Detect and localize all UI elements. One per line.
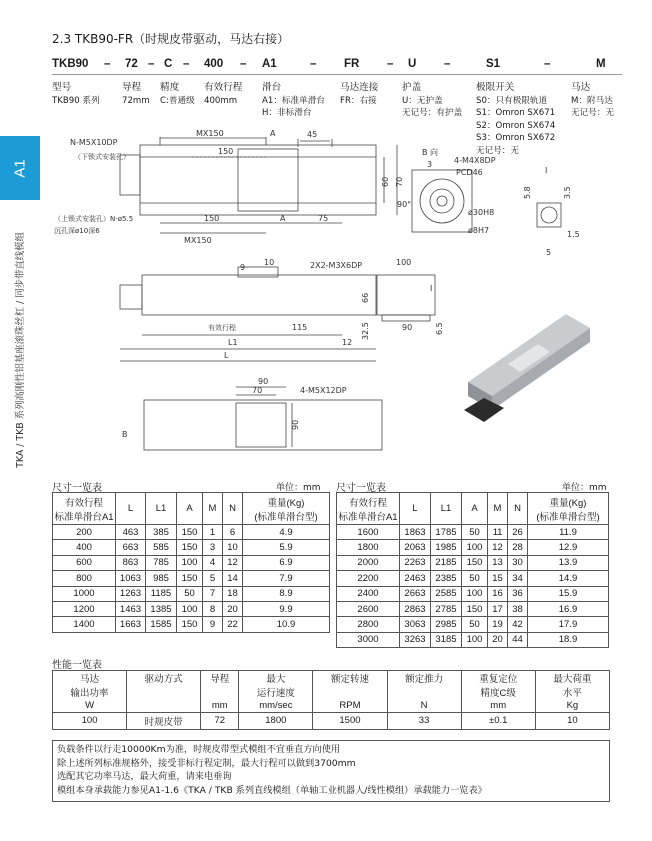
size-table-unit-right: 单位：mm (562, 483, 607, 493)
end-view-bore2: ø8H7 (468, 226, 490, 235)
table-cell: 18 (223, 586, 243, 601)
th-stroke: 有效行程 标准单滑台A1 (53, 493, 116, 525)
code-stroke: 400 (204, 58, 224, 70)
table-cell: 3000 (337, 632, 400, 647)
perf-header-cell: mm/sec (239, 699, 313, 712)
table-cell: 400 (53, 540, 116, 555)
th-m: M (203, 493, 223, 525)
dim-150-bottom: 150 (204, 214, 220, 223)
table-cell: 50 (462, 525, 488, 540)
perf-cell: 1800 (239, 712, 313, 729)
end-view-b (412, 170, 472, 232)
table-cell: 1585 (146, 617, 177, 632)
end-view-label: B 向 (422, 148, 439, 157)
table-cell: 2385 (431, 571, 462, 586)
table-cell: 42 (508, 617, 528, 632)
th-l: L (116, 493, 146, 525)
table-row (337, 632, 609, 647)
table-cell: 3 (203, 540, 223, 555)
table-row (53, 601, 330, 616)
dim-mx150-top: MX150 (196, 129, 224, 138)
perf-header-cell: 额定推力 (387, 671, 461, 686)
table-row (53, 586, 330, 601)
table-cell: 1663 (116, 617, 146, 632)
table-cell: 1 (203, 525, 223, 540)
table-cell: 10.9 (243, 617, 330, 632)
code-motor-conn: FR (344, 58, 360, 70)
end-view-screw: 4-M4X8DP (454, 156, 496, 165)
spec-motor-conn: 马达连接 FR：右接 (340, 82, 379, 106)
table-cell: 1000 (53, 586, 116, 601)
end-view2-dim325: 32.5 (361, 322, 370, 340)
table-cell: 38 (508, 601, 528, 616)
detail-dim58: 5.8 (523, 186, 532, 199)
table-cell: 4 (203, 555, 223, 570)
table-cell: 1785 (431, 525, 462, 540)
end-view2-dim90: 90 (402, 323, 413, 332)
table-cell: 13.9 (528, 555, 609, 570)
table-cell: 2263 (400, 555, 431, 570)
end-view2-dim65: 6.5 (435, 322, 444, 335)
size-table-label: 尺寸一览表 (52, 483, 102, 494)
perf-cell: ±0.1 (461, 712, 535, 729)
perf-header-cell: 重复定位 (461, 671, 535, 686)
end-view-pcd: PCD46 (456, 168, 483, 177)
side-view-screw: 2X2-M3X6DP (310, 261, 363, 270)
dim-a-top: A (270, 129, 276, 138)
perf-cell: 10 (535, 712, 609, 729)
perf-table-label: 性能一览表 (52, 660, 102, 671)
table-row (53, 540, 330, 555)
perf-cell: 72 (201, 712, 239, 729)
table-cell: 1385 (146, 601, 177, 616)
table-cell: 800 (53, 571, 116, 586)
perf-header-cell: W (53, 699, 127, 712)
table-cell: 7 (203, 586, 223, 601)
table-cell: 5.9 (243, 540, 330, 555)
table-cell: 2400 (337, 586, 400, 601)
code-series: TKB90 (52, 58, 89, 70)
section-tab-label: A1 (11, 158, 29, 178)
th-a: A (177, 493, 203, 525)
notes-box (52, 740, 610, 802)
code-switch: S1 (486, 58, 501, 70)
table-cell: 3185 (431, 632, 462, 647)
side-view-dim10: 10 (264, 258, 275, 267)
table-cell: 17.9 (528, 617, 609, 632)
model-underline (52, 74, 622, 75)
perf-header-cell (313, 685, 387, 699)
th-stroke: 有效行程 标准单滑台A1 (337, 493, 400, 525)
th-l: L (400, 493, 431, 525)
perf-header-cell: Kg (535, 699, 609, 712)
perf-header-row (53, 685, 610, 699)
code-motor: M (596, 58, 606, 70)
note-line: 选配其它功率马达，最大荷重，请来电垂询 (57, 771, 232, 782)
table-cell: 2463 (400, 571, 431, 586)
table-cell: 1263 (116, 586, 146, 601)
table-cell: 20 (488, 632, 508, 647)
side-view-l: L (224, 351, 229, 360)
table-cell: 8.9 (243, 586, 330, 601)
th-l1: L1 (146, 493, 177, 525)
perf-table (52, 670, 610, 730)
side-view (120, 267, 376, 361)
table-cell: 50 (177, 586, 203, 601)
th-l1: L1 (431, 493, 462, 525)
table-cell: 1063 (116, 571, 146, 586)
th-m: M (488, 493, 508, 525)
note-mid: （上锁式安装孔）N-ø5.5 (54, 215, 134, 223)
code-sep: – (387, 58, 394, 70)
code-sep: – (104, 58, 111, 70)
page-title: 2.3 TKB90-FR（时规皮带驱动，马达右接） (52, 32, 290, 46)
table-cell: 50 (462, 571, 488, 586)
table-cell: 1600 (337, 525, 400, 540)
table-cell: 2785 (431, 601, 462, 616)
table-cell: 200 (53, 525, 116, 540)
table-cell: 663 (116, 540, 146, 555)
table-cell: 50 (462, 617, 488, 632)
table-cell: 6.9 (243, 555, 330, 570)
perf-header-cell: 水平 (535, 685, 609, 699)
note-top: （下锁式安装孔） (74, 153, 130, 161)
dim-70: 70 (395, 176, 404, 187)
table-cell: 150 (462, 555, 488, 570)
dim-150-top: 150 (218, 147, 234, 156)
size-table-right (336, 492, 609, 648)
dim-45: 45 (307, 130, 318, 139)
perf-cell: 33 (387, 712, 461, 729)
carriage-dim90: 90 (258, 377, 269, 386)
table-cell: 20 (223, 601, 243, 616)
perf-header-cell: 额定转速 (313, 671, 387, 686)
table-cell: 100 (177, 555, 203, 570)
table-cell: 13 (488, 555, 508, 570)
table-cell: 1463 (116, 601, 146, 616)
code-lead: 72 (125, 58, 138, 70)
side-view-dim12: 12 (342, 338, 353, 347)
table-row (337, 525, 609, 540)
carriage-dim90v: 90 (291, 419, 300, 430)
perf-header-cell: 最大荷重 (535, 671, 609, 686)
size-table-left (52, 492, 330, 633)
section-tab[interactable] (0, 136, 40, 200)
table-cell: 34 (508, 571, 528, 586)
code-sep: – (183, 58, 190, 70)
size-table-unit-left: 单位：mm (276, 483, 321, 493)
code-accuracy: C (164, 58, 173, 70)
detail-label: I (545, 166, 548, 175)
table-cell: 1400 (53, 617, 116, 632)
code-sep: – (240, 58, 247, 70)
table-cell: 18.9 (528, 632, 609, 647)
table-cell: 8 (203, 601, 223, 616)
end-view2-label: I (430, 284, 433, 293)
perf-header-row (53, 671, 610, 686)
table-cell: 30 (508, 555, 528, 570)
code-sep: – (310, 58, 317, 70)
perf-header-cell (387, 685, 461, 699)
th-weight: 重量(Kg) (标准单滑台型) (528, 493, 609, 525)
th-n: N (223, 493, 243, 525)
perf-header-cell: N (387, 699, 461, 712)
table-cell: 44 (508, 632, 528, 647)
table-cell: 1185 (146, 586, 177, 601)
perf-header-cell (201, 685, 239, 699)
detail-dim5: 5 (546, 248, 552, 257)
table-cell: 7.9 (243, 571, 330, 586)
table-cell: 16 (488, 586, 508, 601)
end-view-bore1: ø30H8 (468, 208, 495, 217)
note-mid2: 沉孔深ø10深6 (54, 227, 100, 235)
table-cell: 11.9 (528, 525, 609, 540)
end-view-dim3: 3 (427, 160, 433, 169)
spec-accuracy: 精度 C:普通级 (160, 82, 195, 106)
table-cell: 10 (223, 540, 243, 555)
dim-60: 60 (381, 176, 390, 187)
perf-header-cell (127, 699, 201, 712)
spec-motor: 马达 M：附马达 无记号：无 (571, 82, 614, 118)
table-cell: 36 (508, 586, 528, 601)
note-line: 负载条件以行走10000Km为准，时规皮带型式模组不宜垂直方向使用 (57, 744, 341, 755)
table-cell: 150 (177, 540, 203, 555)
detail-dim15: 1.5 (567, 230, 580, 239)
carriage-screw: 4-M5X12DP (300, 386, 347, 395)
table-cell: 3263 (400, 632, 431, 647)
table-cell: 17 (488, 601, 508, 616)
table-cell: 2800 (337, 617, 400, 632)
table-cell: 26 (508, 525, 528, 540)
perf-header-cell: 导程 (201, 671, 239, 686)
carriage-label-b: B (122, 430, 128, 439)
table-cell: 5 (203, 571, 223, 586)
table-cell: 150 (177, 571, 203, 586)
th-weight: 重量(Kg) (标准单滑台型) (243, 493, 330, 525)
table-row (337, 586, 609, 601)
carriage-view (144, 387, 382, 450)
th-a: A (462, 493, 488, 525)
table-cell: 150 (177, 525, 203, 540)
table-cell: 2600 (337, 601, 400, 616)
perf-header-cell: 运行速度 (239, 685, 313, 699)
model-code-row (52, 58, 622, 74)
table-cell: 2200 (337, 571, 400, 586)
perf-header-cell: 精度C级 (461, 685, 535, 699)
table-cell: 1863 (400, 525, 431, 540)
note-line: 模组本身承载能力参见A1-1.6《TKA / TKB 系列直线模组（单轴工业机器人/线性模组）承载能力一览表》 (57, 784, 487, 796)
code-sep: – (444, 58, 451, 70)
code-slide: A1 (262, 58, 277, 70)
table-cell: 100 (462, 540, 488, 555)
table-cell: 2063 (400, 540, 431, 555)
product-photo (458, 292, 608, 442)
spec-series: 型号 TKB90 系列 (52, 82, 100, 106)
note-line: 除上述所列标准规格外，接受非标行程定制，最大行程可以做到3700mm (57, 757, 356, 769)
detail-i (537, 203, 561, 227)
table-cell: 9 (203, 617, 223, 632)
table-cell: 2985 (431, 617, 462, 632)
side-view-dim115: 115 (292, 323, 308, 332)
perf-header-cell: mm (461, 699, 535, 712)
table-cell: 9.9 (243, 601, 330, 616)
perf-header-cell: 最大 (239, 671, 313, 686)
table-row (53, 617, 330, 632)
spec-slide: 滑台 A1：标准单滑台 H：非标滑台 (262, 82, 325, 118)
dim-75: 75 (318, 214, 329, 223)
spec-switch: 极限开关 S0：只有极限轨道 S1：Omron SX671 S2：Omron SX674 S3：Omron SX672 无记号：无 (476, 82, 556, 156)
table-cell: 16.9 (528, 601, 609, 616)
table-cell: 6 (223, 525, 243, 540)
end-view-angle: 90° (397, 200, 412, 209)
table-cell: 863 (116, 555, 146, 570)
table-row (337, 540, 609, 555)
table-row (53, 571, 330, 586)
carriage-dim70: 70 (252, 386, 263, 395)
th-n: N (508, 493, 528, 525)
table-cell: 1200 (53, 601, 116, 616)
perf-row (53, 712, 610, 729)
perf-cell: 1500 (313, 712, 387, 729)
code-sep: – (544, 58, 551, 70)
detail-dim35: 3.5 (563, 186, 572, 199)
table-cell: 2585 (431, 586, 462, 601)
perf-cell: 时规皮带 (127, 712, 201, 729)
perf-header-cell (127, 685, 201, 699)
table-row (337, 601, 609, 616)
table-cell: 385 (146, 525, 177, 540)
perf-header-cell: 驱动方式 (127, 671, 201, 686)
table-cell: 19 (488, 617, 508, 632)
spec-cover: 护盖 U：无护盖 无记号：有护盖 (402, 82, 463, 118)
table-cell: 785 (146, 555, 177, 570)
table-cell: 100 (462, 586, 488, 601)
dim-mx150-bottom: MX150 (184, 236, 212, 245)
table-cell: 2000 (337, 555, 400, 570)
table-cell: 14.9 (528, 571, 609, 586)
end-view-2 (377, 275, 435, 321)
table-cell: 600 (53, 555, 116, 570)
table-cell: 15.9 (528, 586, 609, 601)
perf-header-cell: 马达 (53, 671, 127, 686)
side-view-stroke: 有效行程 (208, 324, 236, 332)
table-cell: 985 (146, 571, 177, 586)
table-cell: 150 (462, 601, 488, 616)
top-view (120, 137, 397, 233)
table-cell: 1985 (431, 540, 462, 555)
perf-header-row (53, 699, 610, 712)
table-cell: 12 (488, 540, 508, 555)
table-cell: 2185 (431, 555, 462, 570)
table-cell: 28 (508, 540, 528, 555)
code-cover: U (408, 58, 417, 70)
table-cell: 150 (177, 617, 203, 632)
spec-stroke: 有效行程 400mm (204, 82, 243, 106)
table-cell: 15 (488, 571, 508, 586)
end-view2-dim66: 66 (361, 292, 370, 303)
table-cell: 1800 (337, 540, 400, 555)
side-view-dim9: 9 (240, 263, 246, 272)
perf-cell: 100 (53, 712, 127, 729)
code-sep: – (148, 58, 155, 70)
table-row (53, 555, 330, 570)
table-cell: 2663 (400, 586, 431, 601)
table-cell: 3063 (400, 617, 431, 632)
table-cell: 22 (223, 617, 243, 632)
screw-top-label: N-M5X10DP (70, 138, 118, 147)
spec-lead: 导程 72mm (122, 82, 150, 106)
table-row (53, 525, 330, 540)
perf-header-cell: 输出功率 (53, 685, 127, 699)
table-row (337, 617, 609, 632)
table-cell: 4.9 (243, 525, 330, 540)
perf-header-cell: RPM (313, 699, 387, 712)
table-row (337, 571, 609, 586)
dim-a-bottom: A (280, 214, 286, 223)
table-cell: 12.9 (528, 540, 609, 555)
table-cell: 463 (116, 525, 146, 540)
table-cell: 585 (146, 540, 177, 555)
table-cell: 100 (177, 601, 203, 616)
table-cell: 2863 (400, 601, 431, 616)
side-caption: TKA / TKB 系列高刚性铝基座滚珠丝杠 / 同步带直线模组 (15, 231, 26, 468)
side-view-l1: L1 (228, 338, 238, 347)
perf-header-cell: mm (201, 699, 239, 712)
table-row (337, 555, 609, 570)
table-cell: 100 (462, 632, 488, 647)
size-table-label-right: 尺寸一览表 (336, 483, 386, 494)
table-cell: 11 (488, 525, 508, 540)
table-cell: 14 (223, 571, 243, 586)
end-view2-dim100: 100 (396, 258, 412, 267)
table-cell: 12 (223, 555, 243, 570)
